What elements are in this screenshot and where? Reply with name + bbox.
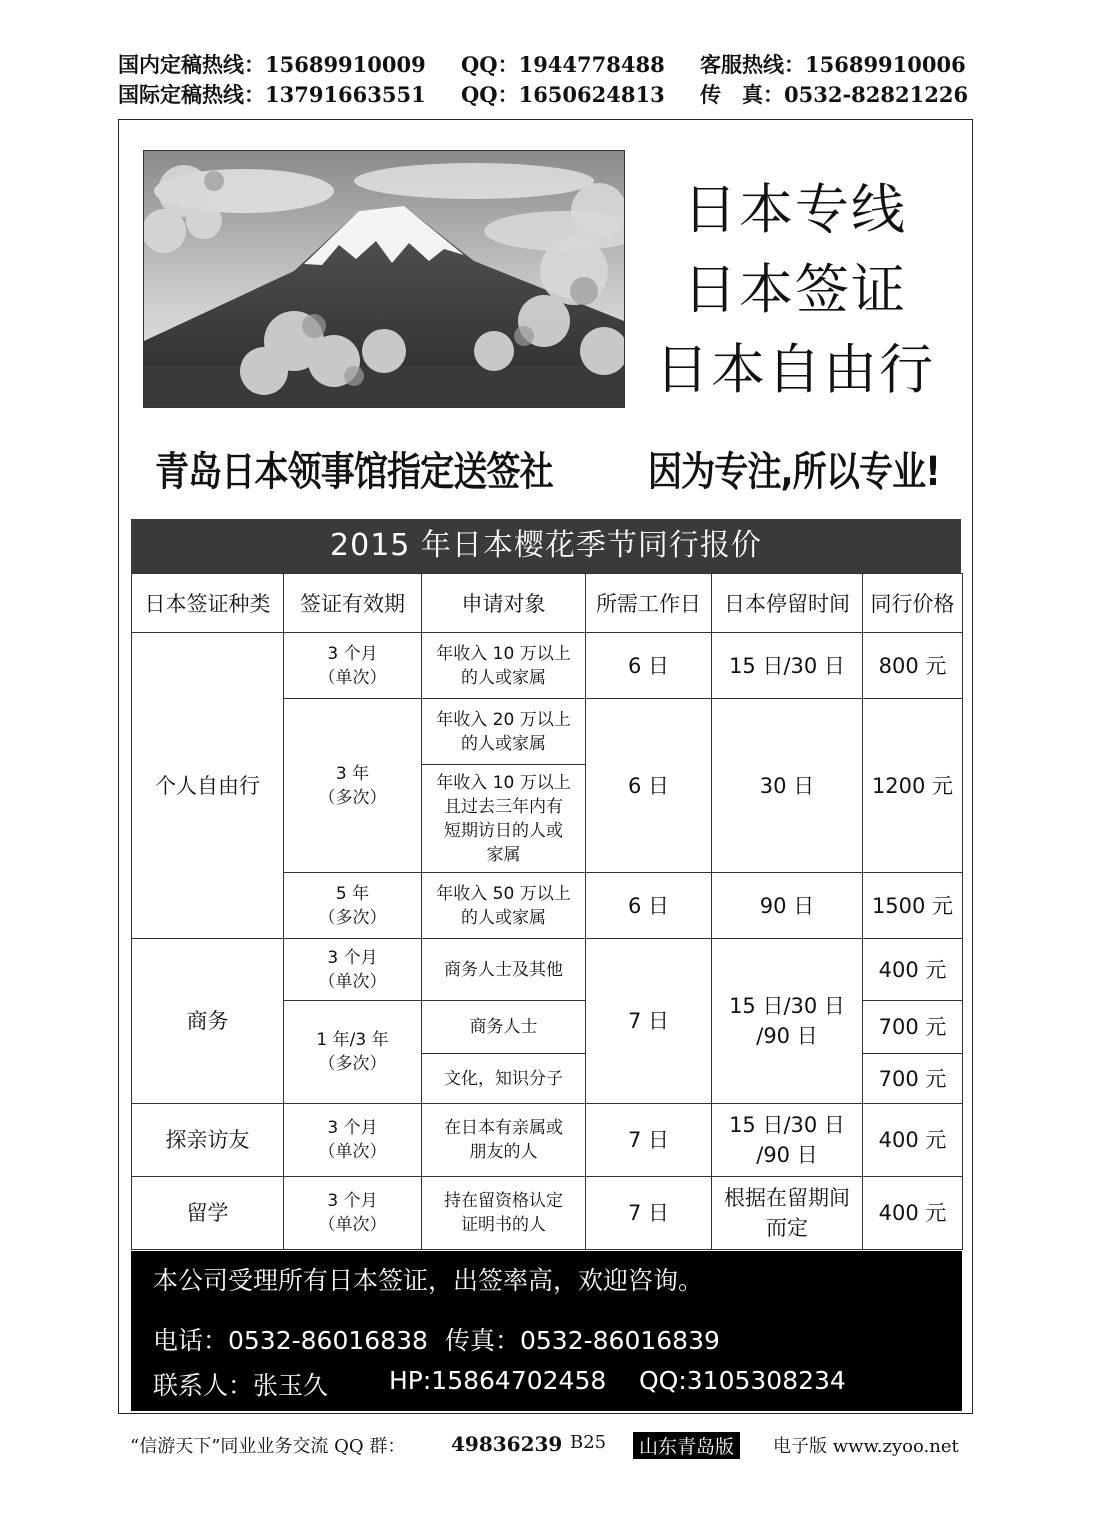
visa-price-table <box>131 573 963 1250</box>
table-row <box>132 939 963 1001</box>
cell-stay: 15 日/30 日 /90 日 <box>712 1104 863 1177</box>
cell-workdays: 7 日 <box>586 1104 712 1177</box>
international-hotline: 国际定稿热线：13791663551 <box>118 82 426 107</box>
table-row <box>132 1177 963 1250</box>
contact-mobile: HP:15864702458 <box>389 1366 607 1395</box>
contact-person-line <box>153 1366 933 1398</box>
cell-applicant: 年收入 10 万以上 的人或家属 <box>422 633 586 699</box>
cell-applicant: 持在留资格认定 证明书的人 <box>422 1177 586 1250</box>
cell-applicant: 年收入 10 万以上 且过去三年内有 短期访日的人或 家属 <box>422 765 586 873</box>
cell-validity: 3 年 （多次） <box>284 699 422 873</box>
title-japan-line: 日本专线 <box>683 178 907 241</box>
cell-applicant: 商务人士及其他 <box>422 939 586 1001</box>
qq-group-number: 49836239 <box>451 1432 563 1456</box>
service-titles <box>630 170 960 410</box>
phone-fax-line <box>153 1321 933 1353</box>
cell-type-business: 商务 <box>132 939 284 1104</box>
cell-workdays: 6 日 <box>586 699 712 873</box>
cell-workdays: 7 日 <box>586 939 712 1104</box>
qq-group-label: “信游天下”同业业务交流 QQ 群： <box>130 1436 406 1457</box>
contact-person: 联系人：张玉久 <box>153 1371 329 1400</box>
cell-stay: 30 日 <box>712 699 863 873</box>
cell-price: 1500 元 <box>863 873 963 939</box>
cell-price: 400 元 <box>863 1177 963 1250</box>
cell-workdays: 6 日 <box>586 873 712 939</box>
cell-workdays: 7 日 <box>586 1177 712 1250</box>
cell-applicant: 在日本有亲属或 朋友的人 <box>422 1104 586 1177</box>
cell-price: 800 元 <box>863 633 963 699</box>
designated-agency-slogan: 青岛日本领事馆指定送签社 <box>155 449 553 495</box>
cell-price: 400 元 <box>863 1104 963 1177</box>
header-validity: 签证有效期 <box>284 574 422 633</box>
cell-type-family-visit: 探亲访友 <box>132 1104 284 1177</box>
contact-fax: 传真：0532-86016839 <box>445 1326 720 1355</box>
title-japan-free-travel: 日本自由行 <box>655 338 935 401</box>
fax-number: 传 真：0532-82821226 <box>700 82 969 107</box>
cell-price: 1200 元 <box>863 699 963 873</box>
header-stay: 日本停留时间 <box>712 574 863 633</box>
cell-price: 700 元 <box>863 1001 963 1054</box>
international-qq: QQ：1650624813 <box>461 82 665 107</box>
professional-slogan: 因为专注,所以专业! <box>648 449 940 495</box>
contact-qq: QQ:3105308234 <box>639 1366 846 1395</box>
cell-stay: 15 日/30 日 /90 日 <box>712 939 863 1104</box>
header-applicant: 申请对象 <box>422 574 586 633</box>
cell-applicant: 年收入 50 万以上 的人或家属 <box>422 873 586 939</box>
cell-validity: 3 个月 （单次） <box>284 939 422 1001</box>
table-row <box>132 1104 963 1177</box>
header-price: 同行价格 <box>863 574 963 633</box>
cell-applicant: 年收入 20 万以上 的人或家属 <box>422 699 586 765</box>
cell-type-study: 留学 <box>132 1177 284 1250</box>
cell-workdays: 6 日 <box>586 633 712 699</box>
website-link[interactable]: 电子版 www.zyoo.net <box>773 1436 959 1457</box>
cell-validity: 3 个月 （单次） <box>284 1104 422 1177</box>
service-statement: 本公司受理所有日本签证，出签率高，欢迎咨询。 <box>153 1266 704 1295</box>
table-header-row <box>132 574 963 633</box>
region-edition-badge: 山东青岛版 <box>633 1432 740 1459</box>
table-row <box>132 633 963 699</box>
cell-price: 400 元 <box>863 939 963 1001</box>
mount-fuji-photo <box>143 150 625 408</box>
cell-validity: 1 年/3 年 （多次） <box>284 1001 422 1104</box>
contact-box <box>131 1251 962 1411</box>
cell-type-individual: 个人自由行 <box>132 633 284 939</box>
contact-phone: 电话：0532-86016838 <box>153 1326 428 1355</box>
cell-stay: 根据在留期间 而定 <box>712 1177 863 1250</box>
cell-stay: 15 日/30 日 <box>712 633 863 699</box>
cell-validity: 5 年 （多次） <box>284 873 422 939</box>
page-footer <box>118 1432 978 1458</box>
price-banner: 2015 年日本樱花季节同行报价 <box>131 519 961 573</box>
service-hotline: 客服热线：15689910006 <box>700 52 966 77</box>
cell-stay: 90 日 <box>712 873 863 939</box>
cell-validity: 3 个月 （单次） <box>284 633 422 699</box>
cell-applicant: 商务人士 <box>422 1001 586 1054</box>
title-japan-visa: 日本签证 <box>683 258 907 321</box>
domestic-qq: QQ：1944778488 <box>461 52 665 77</box>
header-workdays: 所需工作日 <box>586 574 712 633</box>
cell-applicant: 文化，知识分子 <box>422 1054 586 1104</box>
cell-price: 700 元 <box>863 1054 963 1104</box>
cell-validity: 3 个月 （单次） <box>284 1177 422 1250</box>
page-number: B25 <box>570 1432 607 1453</box>
header-visa-type: 日本签证种类 <box>132 574 284 633</box>
domestic-hotline: 国内定稿热线：15689910009 <box>118 52 426 77</box>
